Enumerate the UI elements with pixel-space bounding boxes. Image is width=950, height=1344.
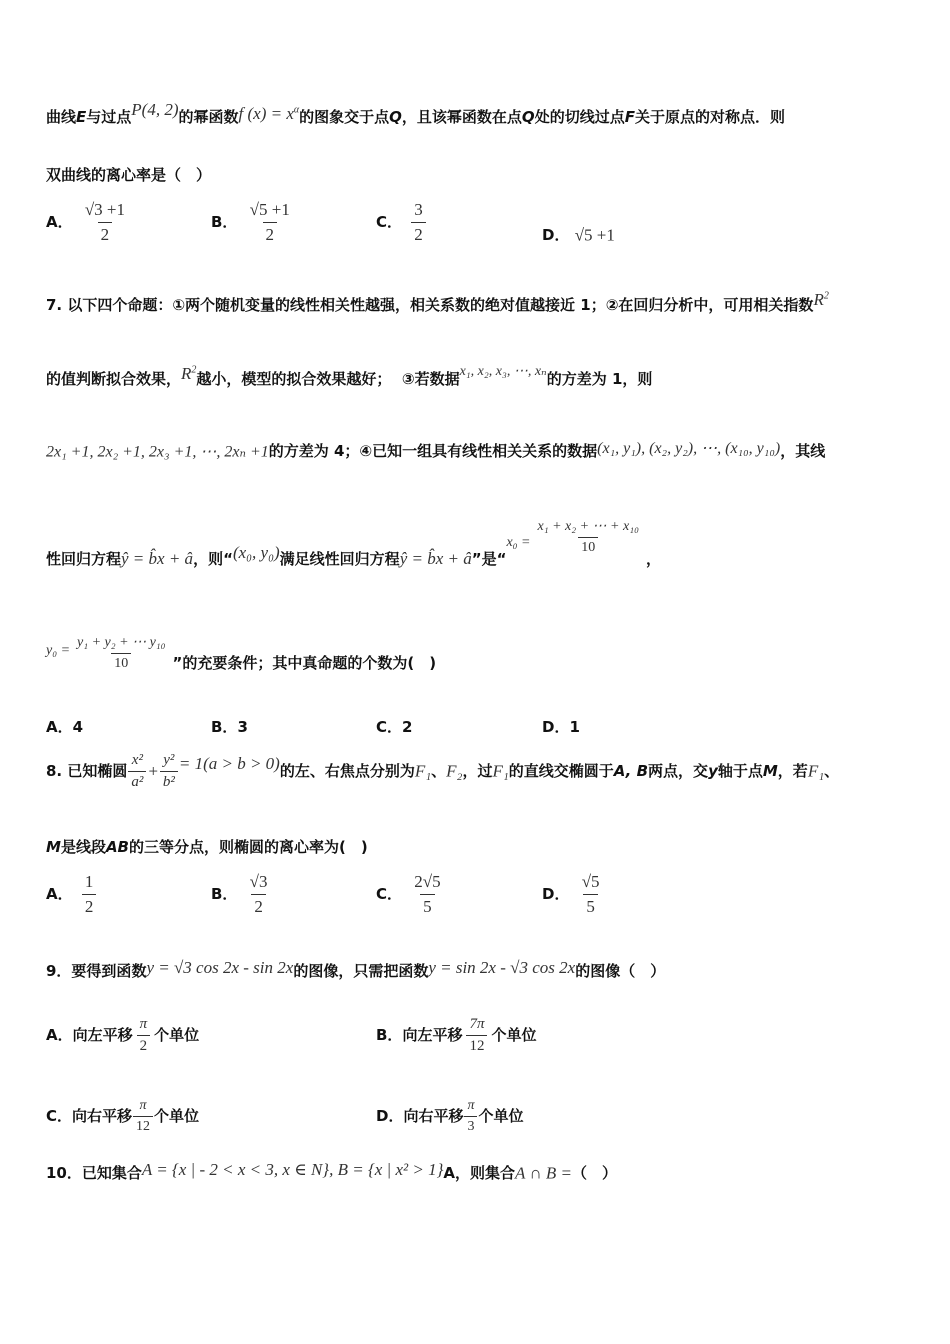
text: 的方差为 1，则 (546, 370, 653, 388)
option-fraction (133, 1098, 153, 1135)
option-fraction (247, 200, 293, 245)
power-function-exp: α (293, 103, 300, 115)
data-pairs: (x₁, y₁), (x₂, y₂), ⋯, (x₁₀, y₁₀) (597, 439, 781, 457)
data-series-x: x₁, x₂, x₃, ⋯, xₙ (459, 364, 547, 379)
text: ，过 (462, 762, 493, 780)
q9-line-1 (46, 957, 916, 982)
r-squared-base: R (181, 363, 192, 383)
q8-option-a[interactable] (46, 872, 100, 917)
r-squared-base: R (813, 289, 824, 309)
numerator: √3 (249, 872, 268, 891)
q10-line-1 (46, 1159, 916, 1184)
text: 的左、右焦点分别为 (279, 762, 415, 780)
q6-line-2: 双曲线的离心率是（ ） (46, 166, 212, 184)
text: 越小，模型的拟合效果越好； (196, 370, 392, 388)
q6-option-c[interactable] (376, 200, 430, 245)
option-label: C． (376, 718, 403, 736)
x0-mean-fraction (534, 518, 641, 556)
point-m: M (46, 838, 61, 856)
option-fraction (137, 1016, 151, 1055)
point-m: M (762, 762, 778, 780)
focus-f1: F₁ (492, 761, 509, 781)
q7-line-5 (46, 634, 916, 672)
var-F: F (624, 108, 635, 126)
option-label: A． (46, 718, 73, 736)
denominator: 2 (82, 894, 97, 917)
q7-option-b[interactable] (211, 716, 248, 737)
option-fraction (464, 1098, 477, 1135)
option-text: 个单位 (478, 1107, 524, 1125)
text: 性回归方程 (46, 549, 122, 568)
denominator: 12 (466, 1035, 487, 1055)
x-over-a-fraction (128, 752, 146, 791)
text: 、 (431, 762, 447, 780)
text: ”的充要条件；其中真命题的个数为( ) (172, 653, 437, 672)
text: 9．要得到函数 (46, 962, 147, 980)
option-text: 个单位 (491, 1026, 537, 1044)
option-value: 4 (72, 718, 84, 736)
text: 满足线性回归方程 (279, 549, 400, 568)
text: 轴于点 (717, 762, 763, 780)
text: 的直线交椭圆于 (508, 762, 614, 780)
numerator: 7π (469, 1016, 485, 1032)
var-Q: Q (389, 108, 402, 126)
option-text: 向右平移 (72, 1107, 133, 1125)
option-text: 向左平移 (402, 1026, 463, 1044)
option-fraction (82, 200, 128, 245)
denominator: 10 (578, 537, 598, 556)
r-squared-exp: 2 (823, 289, 829, 301)
numerator: 3 (414, 200, 423, 219)
option-label: D． (542, 718, 570, 736)
denominator: 2 (263, 222, 278, 245)
text: 的图象交于点 (299, 108, 390, 126)
q8-line-1 (46, 752, 916, 791)
option-label: B． (211, 213, 238, 231)
focus-f1: F₁ (807, 761, 825, 781)
numerator: √3 +1 (84, 200, 126, 219)
option-label: A． (46, 1026, 73, 1044)
numerator: 1 (84, 872, 94, 891)
text: ，若 (777, 762, 808, 780)
power-function-base: f (x) = x (238, 103, 294, 123)
option-text: 向左平移 (72, 1026, 133, 1044)
transformed-series: 2x₁ +1, 2x₂ +1, 2x₃ +1, ⋯, 2xₙ +1 (46, 443, 269, 461)
text: 是线段 (60, 838, 106, 856)
focus-f2: F₂ (446, 761, 463, 781)
denominator: 12 (133, 1116, 153, 1135)
text: 的图像（ ） (575, 962, 666, 980)
text: 处的切线过点 (534, 108, 625, 126)
set-definitions: A = {x | - 2 < x < 3, x ∈ N}, B = {x | x² > 1} (141, 1159, 444, 1179)
text: ”是 (471, 549, 497, 568)
regression-equation: ŷ = b̂x + â (121, 549, 194, 568)
denominator: 5 (420, 894, 435, 917)
q9-option-a[interactable] (46, 1016, 199, 1055)
option-fraction (82, 872, 97, 917)
option-label: C． (376, 213, 403, 231)
text: 曲线 (46, 108, 77, 126)
y-over-b-fraction (160, 752, 178, 791)
denominator: 3 (464, 1116, 477, 1135)
text: 的三等分点，则椭圆的离心率为( ) (129, 838, 368, 856)
x0-label: x₀ = (506, 535, 531, 550)
text: 、 (824, 762, 840, 780)
r-squared (181, 364, 196, 383)
denominator: 2 (98, 222, 113, 245)
points-a-b: A, B (613, 762, 649, 780)
r-squared (813, 290, 828, 309)
text: ，则 (193, 549, 224, 568)
option-value: 1 (569, 718, 580, 736)
numerator: 2√5 (414, 872, 441, 891)
q7-line-1 (46, 289, 916, 316)
text: “ (496, 549, 507, 568)
numerator: x² (131, 752, 143, 768)
regression-equation: ŷ = b̂x + â (399, 549, 472, 568)
point-P: P(4, 2) (131, 99, 179, 119)
numerator: y₁ + y₂ + ⋯ y₁₀ (77, 635, 166, 650)
plus-sign: + (147, 761, 159, 781)
var-E: E (76, 108, 87, 126)
q7-option-a[interactable] (46, 716, 83, 737)
q8-line-2 (46, 836, 916, 857)
option-text: 个单位 (154, 1107, 200, 1125)
q7-line-2 (46, 363, 916, 390)
text: ③若数据 (401, 370, 460, 388)
y0-mean-fraction (74, 634, 169, 672)
option-label: C． (376, 885, 403, 903)
text: （ ） (571, 1164, 617, 1182)
power-function (239, 104, 300, 123)
denominator: 2 (137, 1035, 151, 1055)
var-Q: Q (521, 108, 535, 126)
option-fraction (466, 1016, 487, 1055)
numerator: π (139, 1016, 148, 1032)
q9-option-c[interactable] (46, 1098, 199, 1135)
ellipse-condition: = 1(a > b > 0) (178, 753, 280, 773)
option-fraction (247, 872, 271, 917)
r-squared-exp: 2 (191, 363, 197, 375)
intersection-expression: A ∩ B = (515, 1163, 572, 1183)
option-text: 个单位 (154, 1026, 200, 1044)
denominator: 10 (111, 653, 131, 672)
option-value: 3 (237, 718, 248, 736)
option-label: D． (376, 1107, 404, 1125)
denominator: 2 (411, 222, 426, 245)
option-text: 向右平移 (403, 1107, 464, 1125)
option-label: B． (211, 885, 238, 903)
text: “ (223, 549, 233, 568)
numerator: x₁ + x₂ + ⋯ + x₁₀ (537, 519, 639, 534)
q7-line-4 (46, 518, 916, 568)
text: ，且该幂函数在点 (401, 108, 522, 126)
numerator: √5 +1 (249, 200, 290, 219)
option-label: D． (542, 885, 570, 903)
q9-option-b[interactable] (376, 1016, 536, 1055)
denominator: a² (128, 771, 146, 791)
text: 两点，交 (648, 762, 709, 780)
option-label: A． (46, 885, 73, 903)
denominator: 5 (583, 894, 598, 917)
text: 8. 已知椭圆 (46, 762, 128, 780)
text: ，其线 (780, 442, 826, 460)
text: ， (645, 549, 661, 568)
q8-option-b[interactable] (211, 872, 275, 917)
denominator: b² (160, 771, 178, 791)
segment-ab: AB (105, 838, 129, 856)
numerator: π (467, 1098, 475, 1113)
option-fraction (411, 872, 443, 917)
q6-option-b[interactable] (211, 200, 297, 245)
option-fraction (411, 200, 426, 245)
text: 的幂函数 (178, 108, 239, 126)
q6-option-d[interactable] (542, 224, 615, 246)
denominator: 2 (251, 894, 266, 917)
text: 7. 以下四个命题：①两个随机变量的线性相关性越强，相关系数的绝对值越接近 1；②在回归分析中，可用相关指数 (46, 296, 814, 314)
option-expression: √5 +1 (574, 225, 615, 245)
option-label: A． (46, 213, 73, 231)
q6-option-a[interactable] (46, 200, 132, 245)
q7-option-c[interactable] (376, 716, 412, 737)
numerator: y² (163, 752, 175, 768)
var-y: y (708, 762, 718, 780)
option-fraction (579, 872, 603, 917)
source-function: y = sin 2x - √3 cos 2x (428, 957, 576, 977)
text: 关于原点的对称点．则 (634, 108, 785, 126)
text: 的图像，只需把函数 (293, 962, 429, 980)
q8-option-d[interactable] (542, 872, 607, 917)
q7-line-3 (46, 440, 916, 462)
text: 的方差为 4；④已知一组具有线性相关关系的数据 (268, 442, 598, 460)
option-label: D． (542, 226, 570, 244)
option-label: B． (376, 1026, 403, 1044)
option-label: C． (46, 1107, 73, 1125)
text: 10．已知集合 (46, 1164, 142, 1182)
q7-option-d[interactable] (542, 716, 580, 737)
y0-label: y₀ = (46, 643, 71, 658)
option-value: 2 (402, 718, 413, 736)
text: 与过点 (86, 108, 132, 126)
numerator: π (139, 1098, 147, 1113)
q6-line-1 (46, 99, 916, 128)
point-x0-y0: (x₀, y₀) (232, 543, 280, 562)
q8-option-c[interactable] (376, 872, 448, 917)
numerator: √5 (581, 872, 600, 891)
option-label: B． (211, 718, 238, 736)
text: A，则集合 (443, 1164, 516, 1182)
q9-option-d[interactable] (376, 1098, 524, 1135)
focus-f1: F₁ (414, 761, 432, 781)
target-function: y = √3 cos 2x - sin 2x (146, 957, 294, 977)
text: 的值判断拟合效果， (46, 370, 182, 388)
